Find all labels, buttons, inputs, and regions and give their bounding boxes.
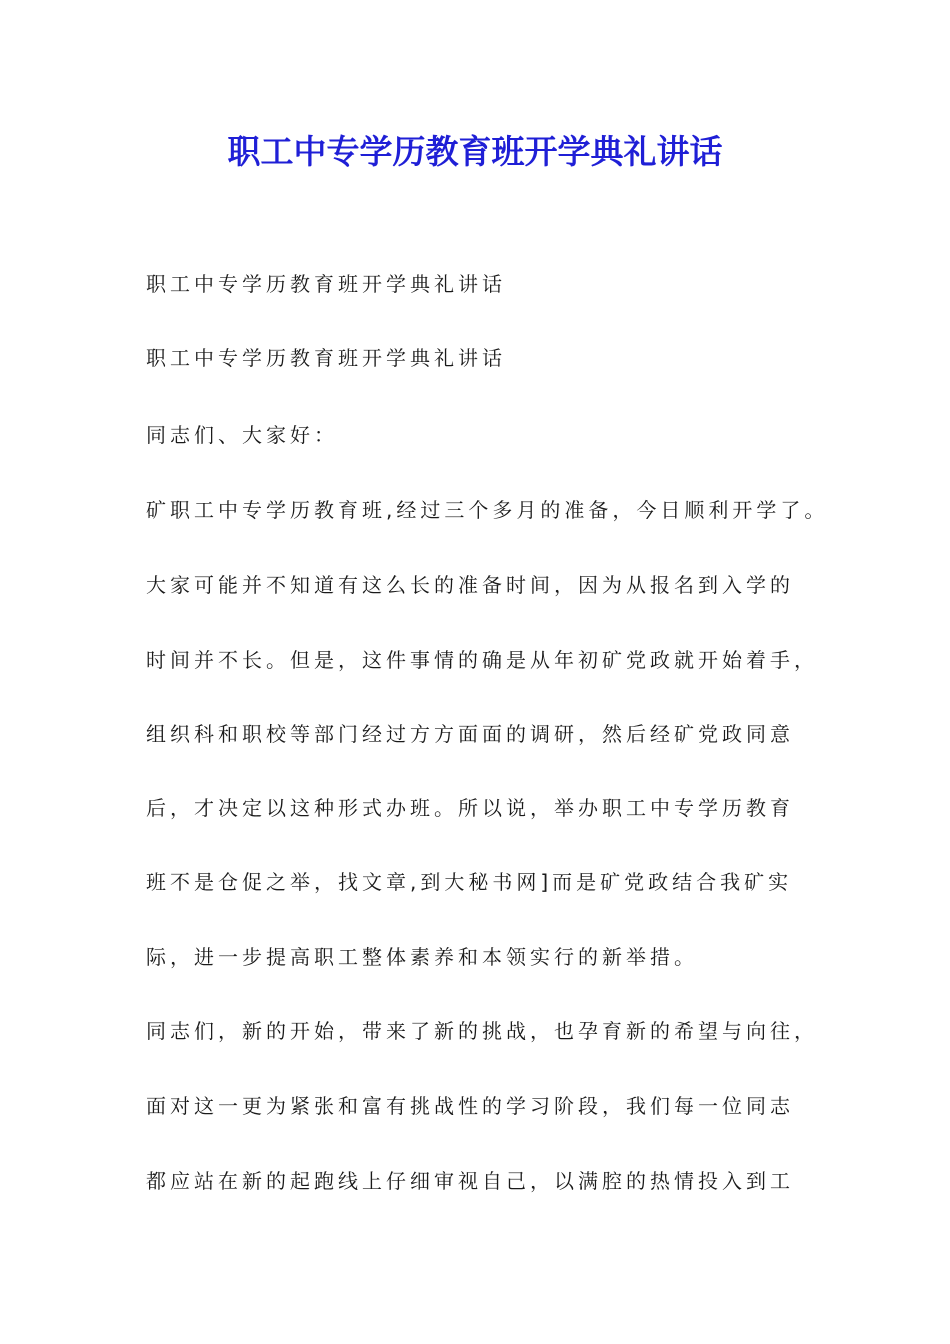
paragraph-1-line-6: 班不是仓促之举，找文章,到大秘书网]而是矿党政结合我矿实	[146, 870, 793, 894]
text-line-2: 职工中专学历教育班开学典礼讲话	[146, 346, 506, 370]
paragraph-1-line-5: 后，才决定以这种形式办班。所以说，举办职工中专学历教育	[146, 796, 794, 820]
paragraph-1-line-3: 时间并不长。但是，这件事情的确是从年初矿党政就开始着手，	[146, 648, 818, 672]
paragraph-1-line-7: 际，进一步提高职工整体素养和本领实行的新举措。	[146, 945, 698, 969]
paragraph-1-line-1: 矿职工中专学历教育班,经过三个多月的准备，今日顺利开学了。	[146, 498, 829, 522]
greeting-line: 同志们、大家好：	[146, 423, 338, 447]
text-line-1: 职工中专学历教育班开学典礼讲话	[146, 272, 506, 296]
paragraph-2-line-3: 都应站在新的起跑线上仔细审视自己，以满腔的热情投入到工	[146, 1169, 794, 1193]
paragraph-1-line-4: 组织科和职校等部门经过方方面面的调研，然后经矿党政同意	[146, 722, 794, 746]
paragraph-1-line-2: 大家可能并不知道有这么长的准备时间，因为从报名到入学的	[146, 573, 794, 597]
paragraph-2-line-2: 面对这一更为紧张和富有挑战性的学习阶段，我们每一位同志	[146, 1094, 794, 1118]
document-title: 职工中专学历教育班开学典礼讲话	[227, 132, 723, 171]
paragraph-2-line-1: 同志们，新的开始，带来了新的挑战，也孕育新的希望与向往，	[146, 1019, 818, 1043]
